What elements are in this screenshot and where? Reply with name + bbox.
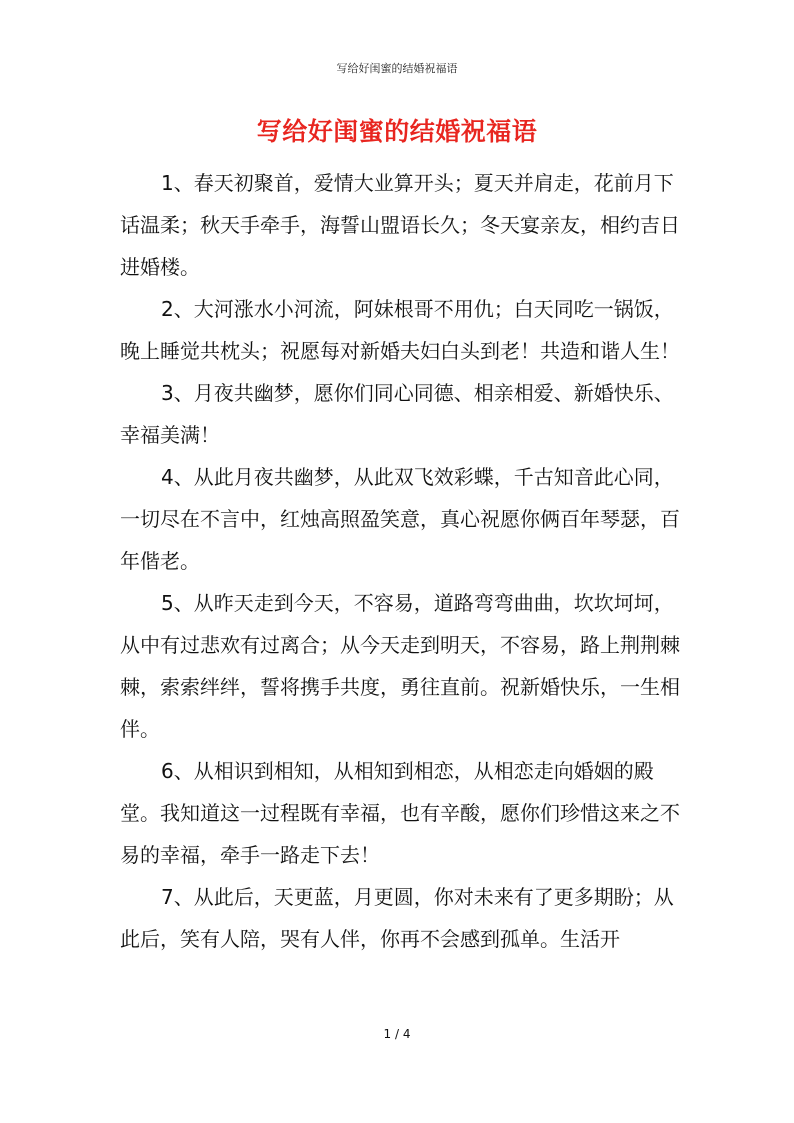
paragraph: 5、从昨天走到今天，不容易，道路弯弯曲曲，坎坎坷坷，从中有过悲欢有过离合；从今天走到明天，不容易，路上荆荆棘棘，索索绊绊，誓将携手共度，勇往直前。祝新婚快乐，一生相伴。 [120, 591, 680, 741]
page-title: 写给好闺蜜的结婚祝福语 [256, 117, 538, 146]
paragraph: 2、大河涨水小河流，阿妹根哥不用仇；白天同吃一锅饭，晚上睡觉共枕头；祝愿每对新婚夫妇白头到老！共造和谐人生！ [120, 297, 680, 363]
paragraph: 1、春天初聚首，爱情大业算开头；夏天并肩走，花前月下话温柔；秋天手牵手，海誓山盟语长久；冬天宴亲友，相约吉日进婚楼。 [120, 171, 680, 279]
paragraph: 6、从相识到相知，从相知到相恋，从相恋走向婚姻的殿堂。我知道这一过程既有幸福，也有辛酸，愿你们珍惜这来之不易的幸福，牵手一路走下去！ [120, 759, 680, 867]
paragraph: 3、月夜共幽梦，愿你们同心同德、相亲相爱、新婚快乐、幸福美满！ [120, 381, 674, 447]
document-body [120, 162, 680, 960]
running-header: 写给好闺蜜的结婚祝福语 [336, 62, 458, 75]
page-number: 1 / 4 [383, 1027, 411, 1041]
paragraph: 4、从此月夜共幽梦，从此双飞效彩蝶，千古知音此心同，一切尽在不言中，红烛高照盈笑意，真心祝愿你俩百年琴瑟，百年偕老。 [120, 465, 680, 573]
paragraph: 7、从此后，天更蓝，月更圆，你对未来有了更多期盼；从此后，笑有人陪，哭有人伴，你再不会感到孤单。生活开 [120, 885, 674, 951]
